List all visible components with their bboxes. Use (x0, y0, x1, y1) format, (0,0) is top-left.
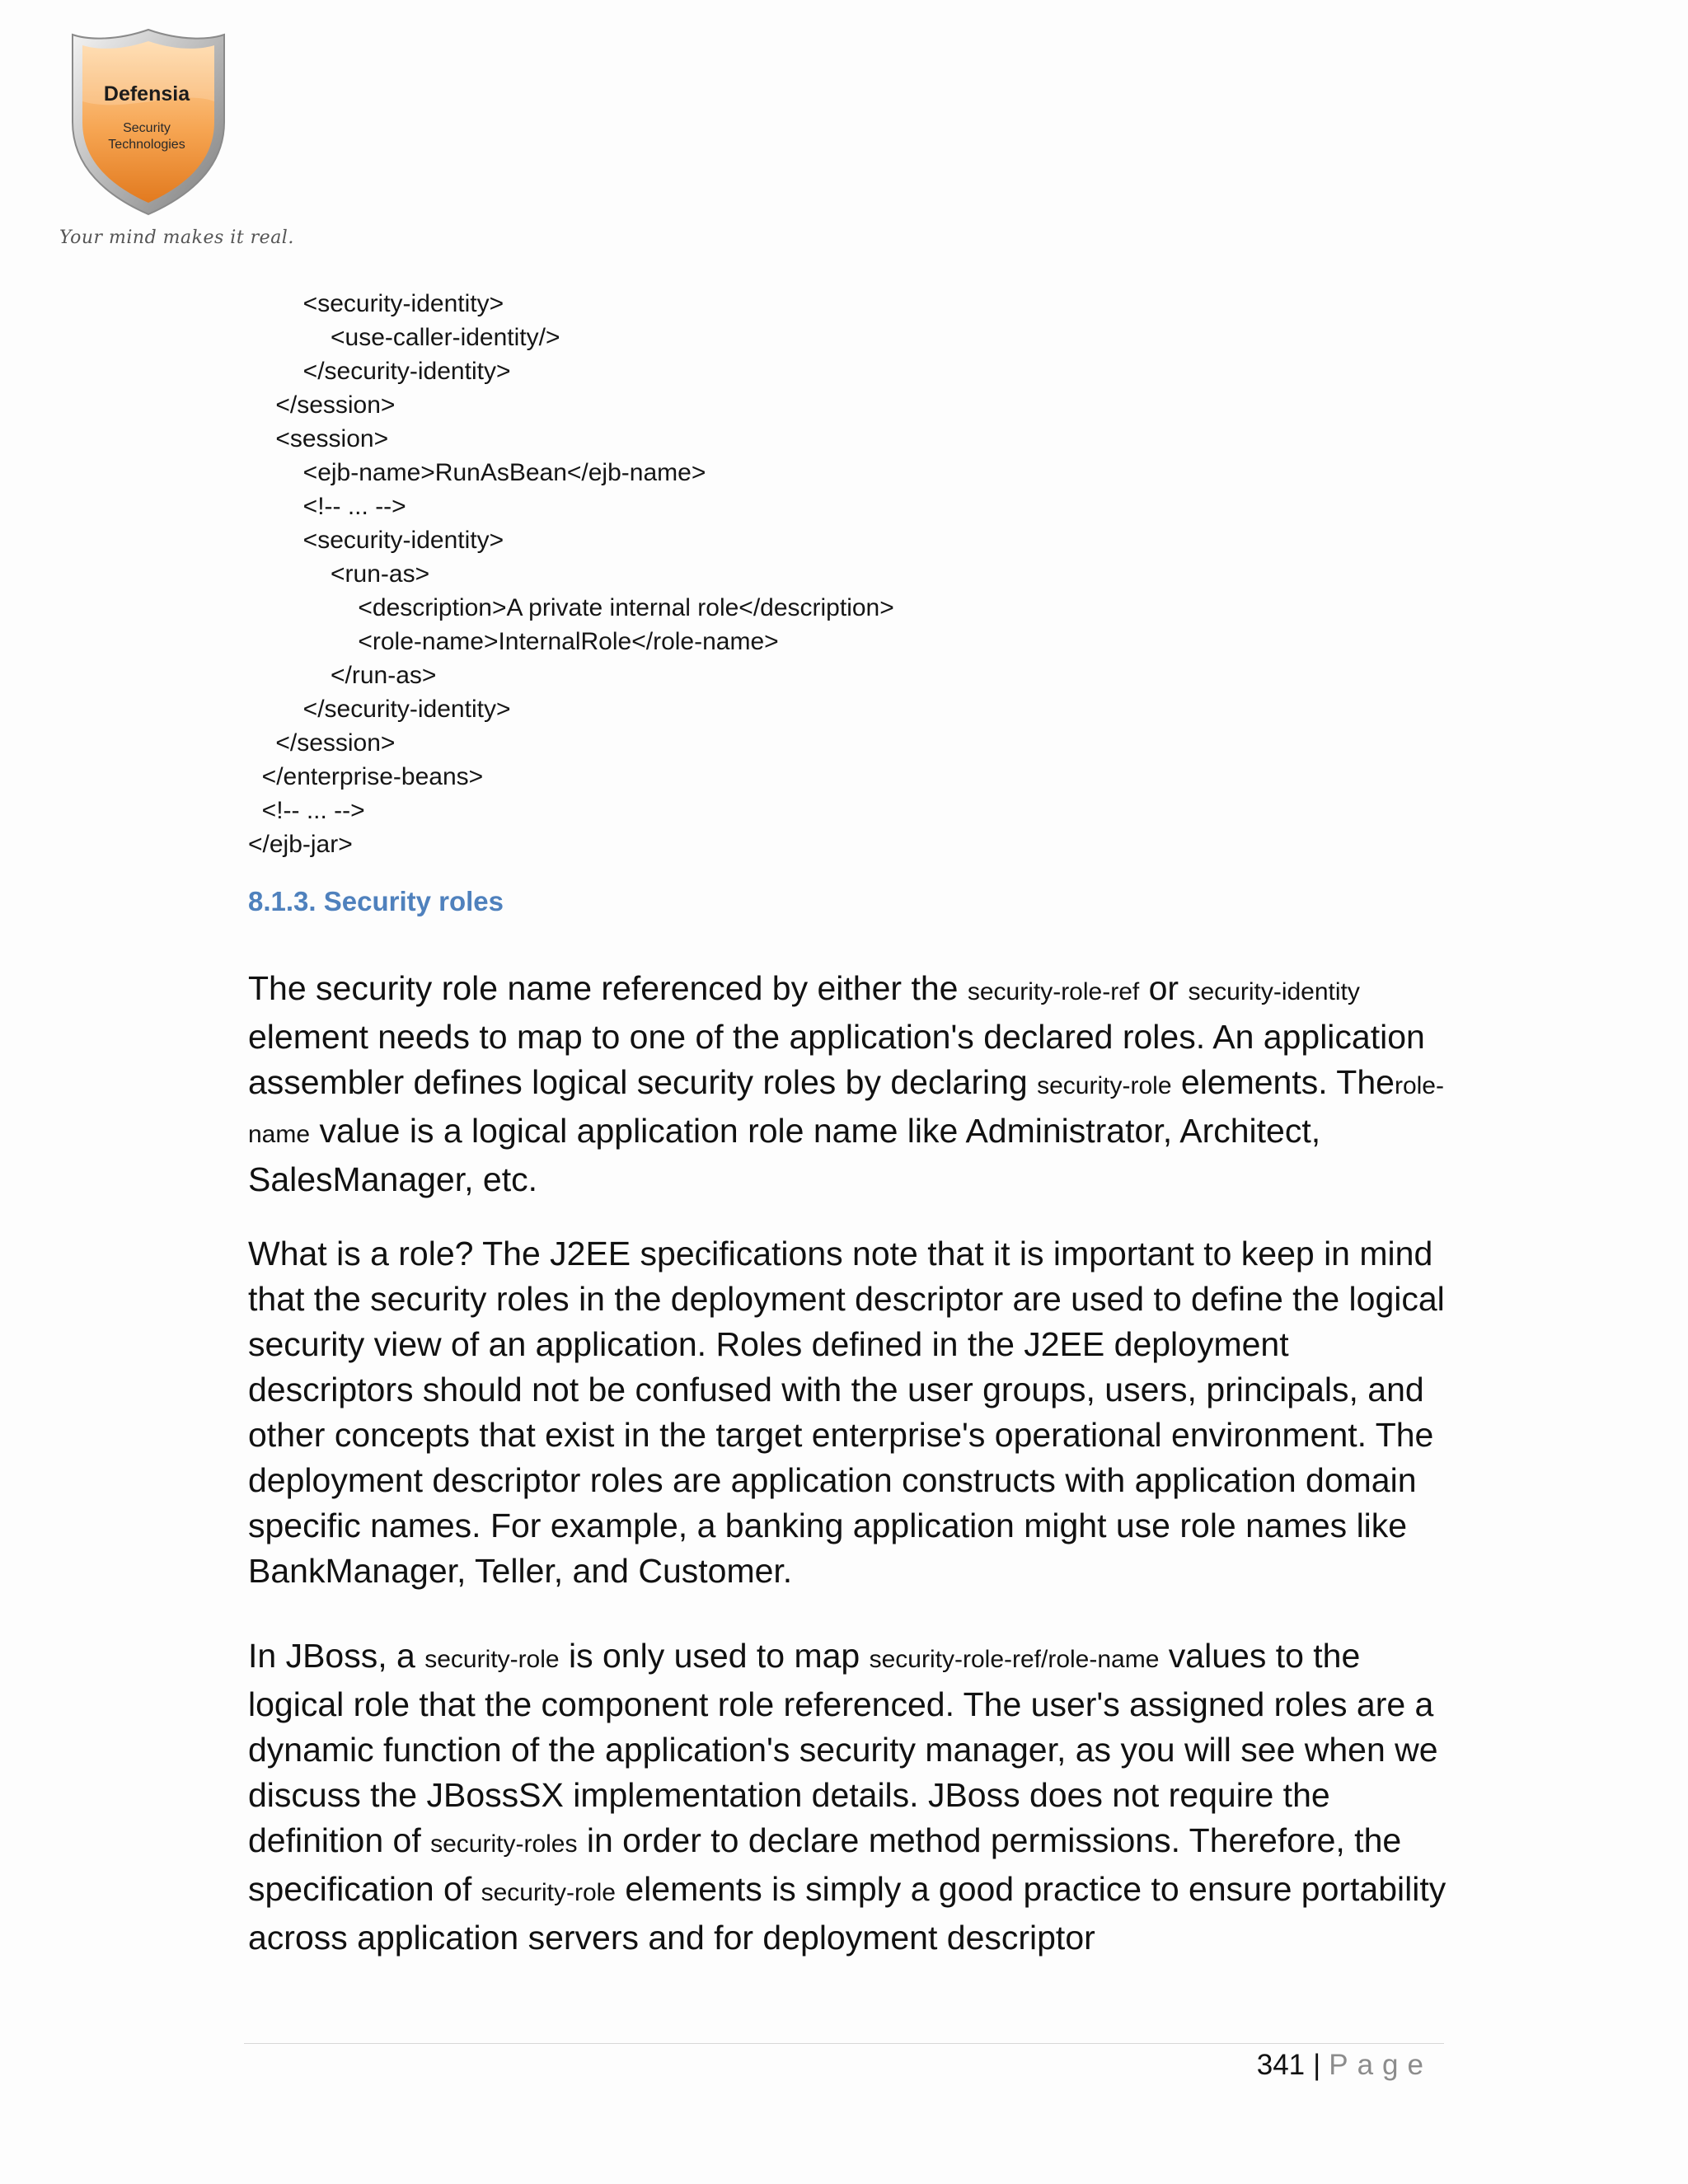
code-line: <session> (248, 425, 389, 452)
text-run: What is a role? The J2EE specifications note that it is important to keep in mind that the security roles in the deployment descriptor are used to define the logical security view of an application. Roles defined in the J2EE deployment descriptors should not be confused with the user groups, users, principals, and other concepts that exist in the target enterprise's operational environment. The deployment descriptor roles are application constructs with application domain specific names. For example, a banking application might use role names like BankManager, Teller, and Customer. (248, 1235, 1445, 1590)
page-footer (1257, 2049, 1432, 2082)
code-line: <run-as> (248, 560, 430, 588)
text-run: elements is simply a good practice to ensure portability across application servers and for deployment descriptor (248, 1870, 1447, 1957)
shield-emblem (58, 23, 239, 221)
inline-code-term: security-role-ref/role-name (869, 1646, 1160, 1673)
text-run: element needs to map to one of the application's declared roles. An application assembler defines logical security roles by declaring (248, 1018, 1425, 1101)
code-line: </security-identity> (248, 696, 511, 723)
logo-subtitle-1: Security (123, 121, 171, 135)
code-line: <!-- ... --> (248, 797, 365, 824)
code-line: <role-name>InternalRole</role-name> (248, 628, 779, 655)
logo-title: Defensia (103, 82, 190, 105)
footer-divider (244, 2043, 1444, 2044)
section-heading: 8.1.3. Security roles (248, 886, 504, 916)
company-logo (58, 23, 239, 254)
page-number: 341 (1256, 2049, 1306, 2081)
inline-code-term: security-identity (1188, 978, 1360, 1005)
text-run: value is a logical application role name like Administrator, Architect, SalesManager, etc. (248, 1112, 1321, 1198)
code-line: </ejb-jar> (248, 831, 353, 858)
code-line: <!-- ... --> (248, 493, 406, 520)
code-line: <description>A private internal role</description> (248, 594, 894, 621)
code-line: </security-identity> (248, 358, 511, 385)
code-line: <security-identity> (248, 527, 504, 554)
paragraph-3 (248, 1633, 1451, 1961)
inline-code-term: role-name (248, 1072, 1444, 1148)
code-line: <security-identity> (248, 290, 504, 317)
code-listing (248, 287, 894, 861)
text-run: values to the logical role that the component role referenced. The user's assigned roles are a dynamic function of the application's security manager, as you will see when we discuss the JBossSX implementation details. JBoss does not require the definition of (248, 1637, 1438, 1859)
page-label: Page (1329, 2049, 1432, 2081)
code-line: </enterprise-beans> (248, 763, 484, 790)
inline-code-term: security-roles (430, 1830, 578, 1858)
logo-tagline: Your mind makes it real. (59, 227, 294, 248)
code-line: <ejb-name>RunAsBean</ejb-name> (248, 459, 706, 486)
text-run: In JBoss, a (248, 1637, 425, 1675)
code-line: </run-as> (248, 662, 437, 689)
inline-code-term: security-role (424, 1646, 560, 1673)
text-run: is only used to map (559, 1637, 870, 1675)
text-run: The security role name referenced by either the (248, 969, 968, 1007)
inline-code-term: security-role (481, 1879, 616, 1906)
inline-code-term: security-role-ref (967, 978, 1140, 1005)
code-line: </session> (248, 391, 396, 419)
logo-subtitle-2: Technologies (108, 138, 185, 152)
footer-separator: | (1313, 2049, 1321, 2081)
inline-code-term: security-role (1037, 1072, 1172, 1099)
text-run: in order to declare method permissions. Therefore, the specification of (248, 1821, 1402, 1908)
text-run: elements. The (1171, 1063, 1395, 1101)
text-run: or (1139, 969, 1189, 1007)
paragraph-2 (248, 1231, 1451, 1594)
paragraph-1 (248, 966, 1451, 1202)
code-line: <use-caller-identity/> (248, 324, 560, 351)
code-line: </session> (248, 729, 396, 757)
